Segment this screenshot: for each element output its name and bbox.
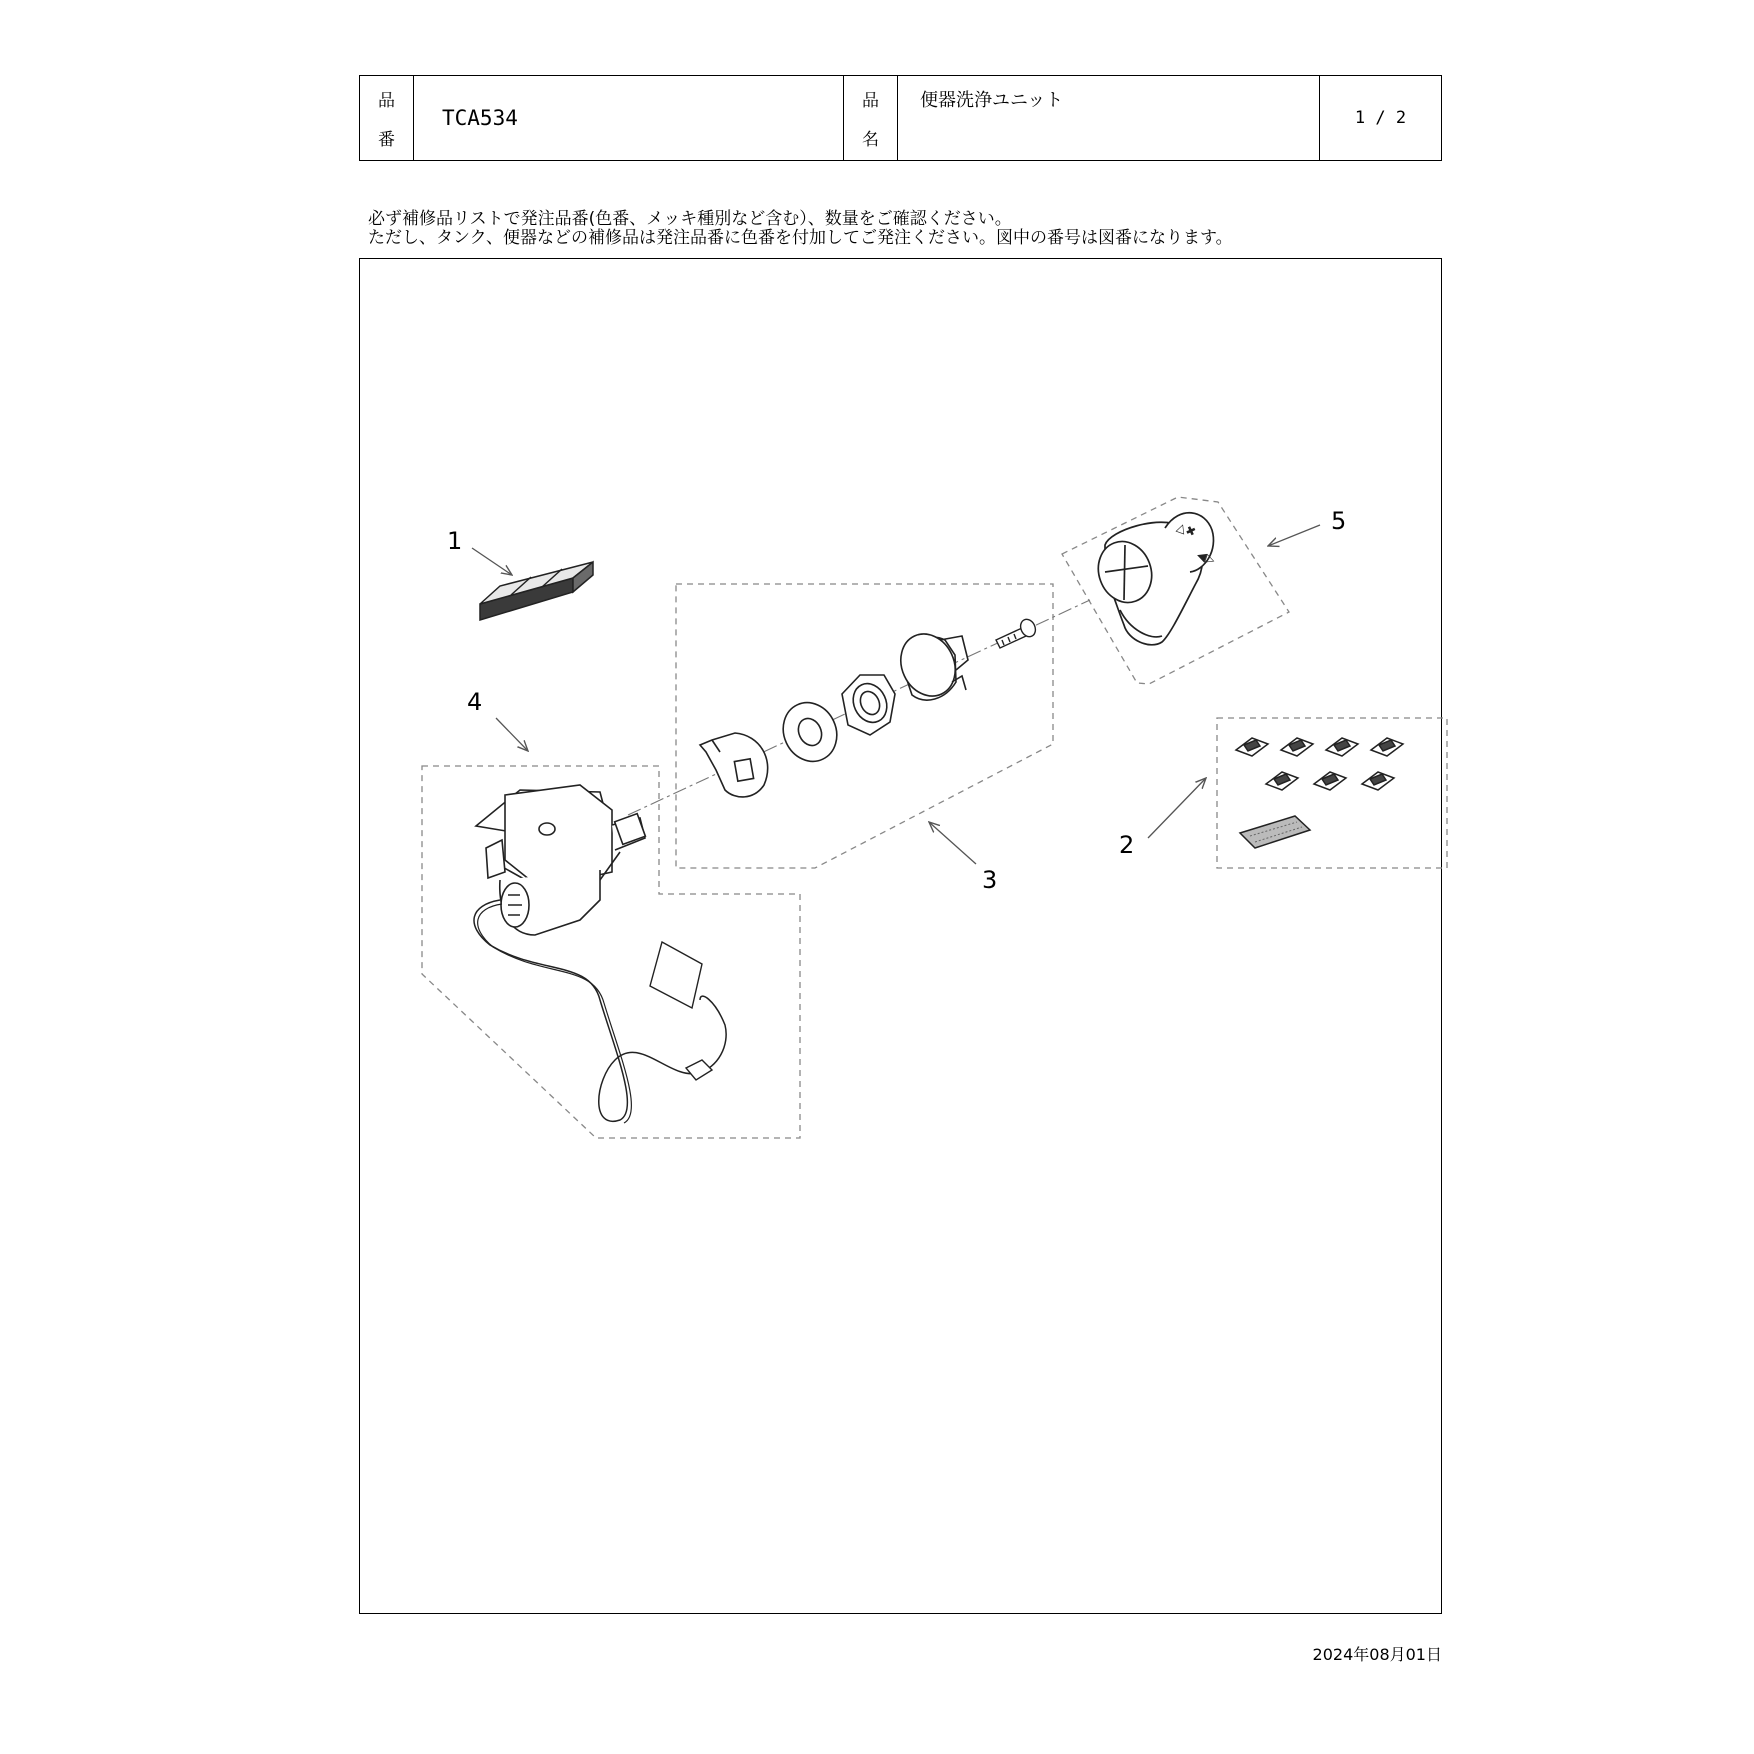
part-4-tag	[650, 942, 702, 1008]
part-4-connector	[686, 1060, 712, 1080]
part-3-collar	[891, 625, 968, 705]
clip	[1281, 738, 1313, 756]
instruction-line-1: 必ず補修品リストで発注品番(色番、メッキ種別など含む）、数量をご確認ください。	[368, 209, 1012, 229]
product-code-label: 品 番	[360, 76, 414, 160]
clip	[1362, 772, 1394, 790]
leader-2	[1148, 778, 1206, 838]
product-code: TCA534	[414, 76, 844, 160]
callout-4: 4	[467, 688, 483, 716]
part-2-clips	[1236, 738, 1403, 848]
leader-5	[1268, 525, 1320, 546]
part-4-actuator	[476, 785, 645, 935]
clip	[1326, 738, 1358, 756]
callout-5: 5	[1331, 507, 1347, 535]
page-number: 1 / 2	[1354, 108, 1407, 128]
leader-4	[496, 718, 528, 751]
leader-1	[472, 548, 512, 575]
clip	[1266, 772, 1298, 790]
issue-date: 2024年08月01日	[1312, 1645, 1442, 1664]
clip	[1236, 738, 1268, 756]
product-name: 便器洗浄ユニット	[898, 76, 1320, 160]
part-3-nut	[842, 675, 895, 735]
svg-text:◀▷: ◀▷	[1194, 547, 1218, 568]
part-3-cam-plate	[700, 733, 768, 797]
callout-2: 2	[1119, 831, 1135, 859]
clip	[1314, 772, 1346, 790]
part-5-lever-handle	[1090, 513, 1218, 645]
callout-3: 3	[982, 866, 998, 894]
part-3-screw	[996, 617, 1038, 648]
part-1-strip	[480, 562, 593, 620]
leader-3	[929, 822, 976, 864]
instruction-line-2: ただし、タンク、便器などの補修品は発注品番に色番を付加してご発注ください。図中の番号は図番になります。	[368, 228, 1233, 248]
part-3-washer	[774, 694, 846, 770]
part-4-cable	[474, 900, 726, 1121]
clip	[1371, 738, 1403, 756]
product-name-label: 品 名	[844, 76, 898, 160]
adhesive-tape	[1240, 816, 1310, 848]
svg-text:△✖: △✖	[1174, 519, 1198, 540]
callout-1: 1	[447, 527, 463, 555]
